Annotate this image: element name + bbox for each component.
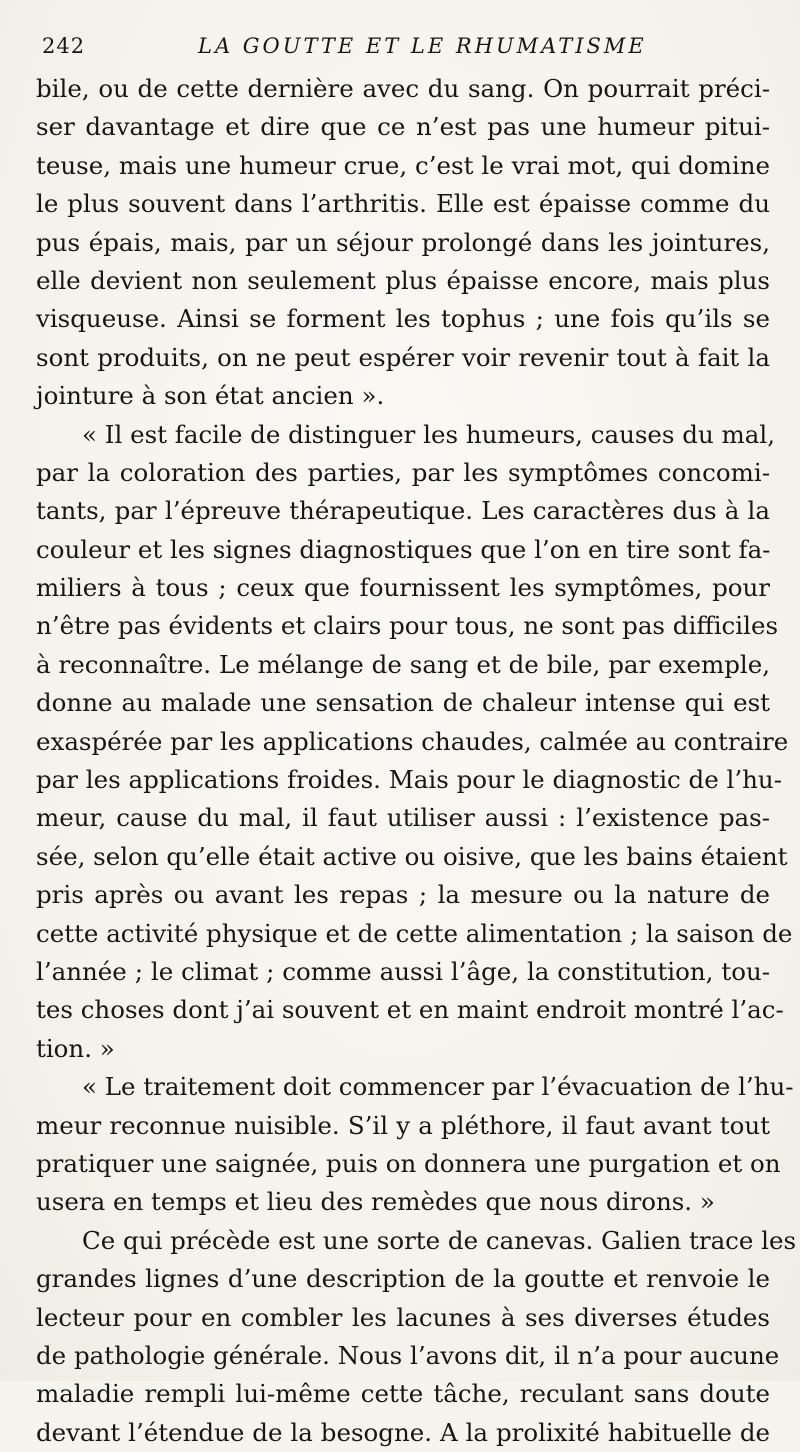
text-line: « Le traitement doit commencer par l’évacuation de l’hu- bbox=[82, 1072, 794, 1102]
text-line: tes choses dont j’ai souvent et en maint endroit montré l’ac- bbox=[36, 995, 784, 1025]
text-line: cette activité physique et de cette alimentation ; la saison de bbox=[36, 918, 793, 948]
text-line: sont produits, on ne peut espérer voir revenir tout à fait la bbox=[36, 342, 770, 372]
text-line: devant l’étendue de la besogne. A la prolixité habituelle de bbox=[36, 1417, 770, 1447]
text-line: teuse, mais une humeur crue, c’est le vrai mot, qui domine bbox=[36, 150, 770, 180]
page-number: 242 bbox=[42, 34, 86, 58]
text-line: donne au malade une sensation de chaleur intense qui est bbox=[36, 688, 770, 718]
text-line: maladie rempli lui-même cette tâche, reculant sans doute bbox=[36, 1379, 770, 1409]
text-line: couleur et les signes diagnostiques que l’on en tire sont fa- bbox=[36, 534, 771, 564]
text-line: « Il est facile de distinguer les humeurs, causes du mal, bbox=[82, 419, 775, 449]
text-line: bile, ou de cette dernière avec du sang. On pourrait préci- bbox=[36, 74, 770, 103]
text-line: grandes lignes d’une description de la goutte et renvoie le bbox=[36, 1264, 770, 1294]
text-line: meur reconnue nuisible. S’il y a pléthore, il faut avant tout bbox=[36, 1110, 770, 1140]
text-line: pris après ou avant les repas ; la mesure ou la nature de bbox=[36, 880, 770, 910]
page-header bbox=[36, 30, 776, 64]
text-line: sée, selon qu’elle était active ou oisive, que les bains étaient bbox=[36, 841, 788, 871]
text-line: visqueuse. Ainsi se forment les tophus ; une fois qu’ils se bbox=[36, 304, 770, 334]
text-line: meur, cause du mal, il faut utiliser aussi : l’existence pas- bbox=[36, 803, 770, 833]
text-line: tants, par l’épreuve thérapeutique. Les caractères dus à la bbox=[36, 496, 770, 526]
text-line: miliers à tous ; ceux que fournissent les symptômes, pour bbox=[36, 573, 770, 603]
text-line: l’année ; le climat ; comme aussi l’âge, la constitution, tou- bbox=[36, 956, 770, 986]
text-line: n’être pas évidents et clairs pour tous, ne sont pas difficiles bbox=[36, 611, 779, 641]
text-line: à reconnaître. Le mélange de sang et de bile, par exemple, bbox=[36, 649, 770, 679]
text-line: tion. » bbox=[36, 1033, 115, 1063]
running-head: LA GOUTTE ET LE RHUMATISME bbox=[198, 34, 647, 58]
text-line: pus épais, mais, par un séjour prolongé dans les jointures, bbox=[36, 227, 770, 257]
text-line: usera en temps et lieu des remèdes que nous dirons. » bbox=[36, 1187, 715, 1217]
text-line: le plus souvent dans l’arthritis. Elle est épaisse comme du bbox=[36, 189, 770, 219]
text-line: Ce qui précède est une sorte de canevas. Galien trace les bbox=[82, 1225, 797, 1255]
text-line: de pathologie générale. Nous l’avons dit, il n’a pour aucune bbox=[36, 1340, 780, 1370]
text-line: lecteur pour en combler les lacunes à ses diverses études bbox=[36, 1302, 770, 1332]
text-line: pratiquer une saignée, puis on donnera une purgation et on bbox=[36, 1148, 781, 1178]
text-line: ser davantage et dire que ce n’est pas une humeur pitui- bbox=[36, 112, 770, 142]
text-line: par les applications froides. Mais pour le diagnostic de l’hu- bbox=[36, 765, 782, 795]
text-line: jointure à son état ancien ». bbox=[36, 381, 385, 411]
text-line: elle devient non seulement plus épaisse encore, mais plus bbox=[36, 265, 770, 295]
body-text bbox=[36, 70, 797, 1452]
text-line: par la coloration des parties, par les symptômes concomi- bbox=[36, 457, 770, 487]
text-line: exaspérée par les applications chaudes, calmée au contraire bbox=[36, 726, 789, 756]
